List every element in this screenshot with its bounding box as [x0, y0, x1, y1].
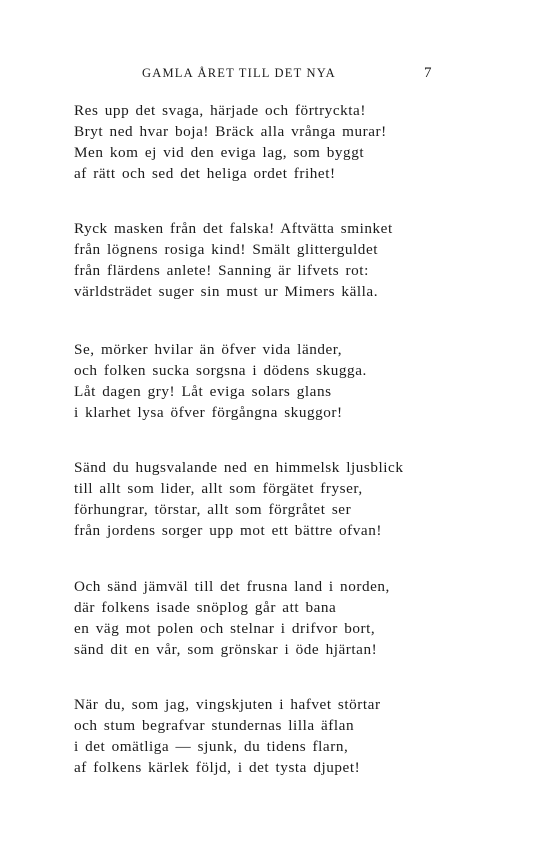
page-number: 7: [424, 65, 432, 81]
stanza-3: [74, 339, 514, 423]
stanza-1: [74, 100, 514, 184]
verse-line: Sänd du hugsvalande ned en himmelsk ljusblick: [74, 459, 404, 476]
verse-line: från jordens sorger upp mot ett bättre ofvan!: [74, 522, 382, 539]
verse-line: världsträdet suger sin must ur Mimers källa.: [74, 283, 379, 300]
verse-line: från lögnens rosiga kind! Smält glitterguldet: [74, 241, 379, 258]
verse-line: När du, som jag, vingskjuten i hafvet störtar: [74, 696, 381, 713]
verse-line: af rätt och sed det heliga ordet frihet!: [74, 165, 336, 182]
verse-line: Se, mörker hvilar än öfver vida länder,: [74, 341, 343, 358]
verse-line: i klarhet lysa öfver förgångna skuggor!: [74, 404, 343, 421]
verse-line: en väg mot polen och stelnar i drifvor bort,: [74, 620, 376, 637]
stanza-6: [74, 694, 514, 778]
verse-line: Res upp det svaga, härjade och förtryckta!: [74, 102, 366, 119]
verse-line: af folkens kärlek följd, i det tysta djupet!: [74, 759, 361, 776]
verse-line: och stum begrafvar stundernas lilla äflan: [74, 717, 355, 734]
stanza-4: [74, 457, 514, 541]
verse-line: från flärdens anlete! Sanning är lifvets rot:: [74, 262, 369, 279]
verse-line: i det omätliga — sjunk, du tidens flarn,: [74, 738, 349, 755]
verse-line: förhungrar, törstar, allt som förgråtet ser: [74, 501, 352, 518]
page-header: [0, 66, 544, 86]
running-title: GAMLA ÅRET TILL DET NYA: [142, 66, 336, 80]
stanza-2: [74, 218, 514, 302]
verse-line: till allt som lider, allt som förgätet fryser,: [74, 480, 363, 497]
verse-line: Bryt ned hvar boja! Bräck alla vrånga murar!: [74, 123, 387, 140]
stanza-5: [74, 576, 514, 660]
verse-line: sänd dit en vår, som grönskar i öde hjärtan!: [74, 641, 378, 658]
verse-line: Men kom ej vid den eviga lag, som byggt: [74, 144, 365, 161]
verse-line: där folkens isade snöplog går att bana: [74, 599, 337, 616]
verse-line: Låt dagen gry! Låt eviga solars glans: [74, 383, 332, 400]
verse-line: Ryck masken från det falska! Aftvätta sminket: [74, 220, 393, 237]
verse-line: och folken sucka sorgsna i dödens skugga.: [74, 362, 367, 379]
verse-line: Och sänd jämväl till det frusna land i norden,: [74, 578, 390, 595]
